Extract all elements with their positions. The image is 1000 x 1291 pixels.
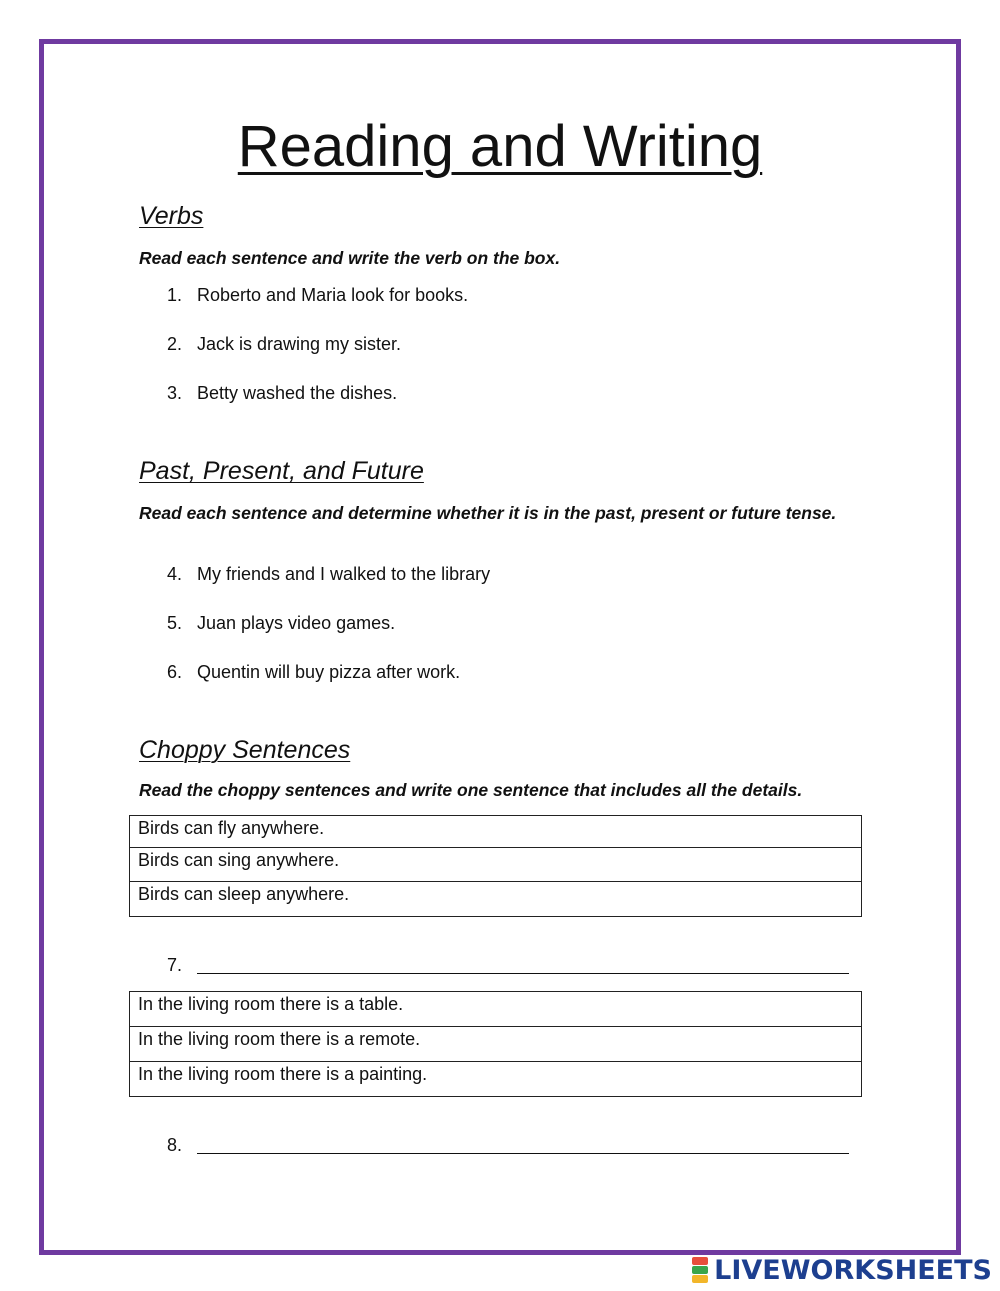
table-cell: Birds can sleep anywhere. [130, 882, 862, 917]
list-item [167, 562, 490, 586]
item-text: Roberto and Maria look for books. [197, 285, 469, 305]
table-row [130, 1062, 862, 1097]
list-item [167, 381, 397, 405]
answer-blank[interactable] [197, 1153, 849, 1154]
brand-text: LIVEWORKSHEETS [714, 1254, 992, 1286]
instruction-verbs: Read each sentence and write the verb on the box. [139, 248, 561, 268]
item-text: My friends and I walked to the library [197, 564, 491, 584]
answer-line-7[interactable] [167, 953, 197, 977]
answer-line-8[interactable] [167, 1133, 197, 1157]
instruction-choppy: Read the choppy sentences and write one sentence that includes all the details. [139, 780, 803, 800]
table-cell: In the living room there is a painting. [130, 1062, 862, 1097]
table-cell: In the living room there is a remote. [130, 1027, 862, 1062]
table-row [130, 816, 862, 848]
choppy-table-1 [129, 815, 862, 917]
table-row [130, 1027, 862, 1062]
page-title: Reading and Writing [237, 114, 763, 179]
item-number: 1. [167, 285, 183, 305]
liveworksheets-logo-icon [692, 1257, 710, 1284]
list-item [167, 332, 401, 356]
item-text: Quentin will buy pizza after work. [197, 662, 461, 682]
list-item [167, 611, 395, 635]
item-text: Juan plays video games. [197, 613, 396, 633]
item-text: Betty washed the dishes. [197, 383, 398, 403]
answer-number: 8. [167, 1135, 183, 1155]
list-item [167, 660, 460, 684]
table-row [130, 848, 862, 882]
item-text: Jack is drawing my sister. [197, 334, 402, 354]
list-item [167, 283, 468, 307]
section-heading-choppy: Choppy Sentences [139, 736, 351, 764]
item-number: 5. [167, 613, 183, 633]
answer-blank[interactable] [197, 973, 849, 974]
section-heading-tense: Past, Present, and Future [139, 457, 424, 485]
table-cell: Birds can sing anywhere. [130, 848, 862, 882]
answer-number: 7. [167, 955, 183, 975]
item-number: 4. [167, 564, 183, 584]
table-cell: In the living room there is a table. [130, 992, 862, 1027]
brand-logo [692, 1255, 992, 1285]
table-row [130, 882, 862, 917]
choppy-table-2 [129, 991, 862, 1097]
item-number: 6. [167, 662, 183, 682]
section-heading-verbs: Verbs [139, 202, 204, 230]
instruction-tense: Read each sentence and determine whether it is in the past, present or future tense. [139, 503, 837, 523]
item-number: 2. [167, 334, 183, 354]
table-cell: Birds can fly anywhere. [130, 816, 862, 848]
item-number: 3. [167, 383, 183, 403]
table-row [130, 992, 862, 1027]
